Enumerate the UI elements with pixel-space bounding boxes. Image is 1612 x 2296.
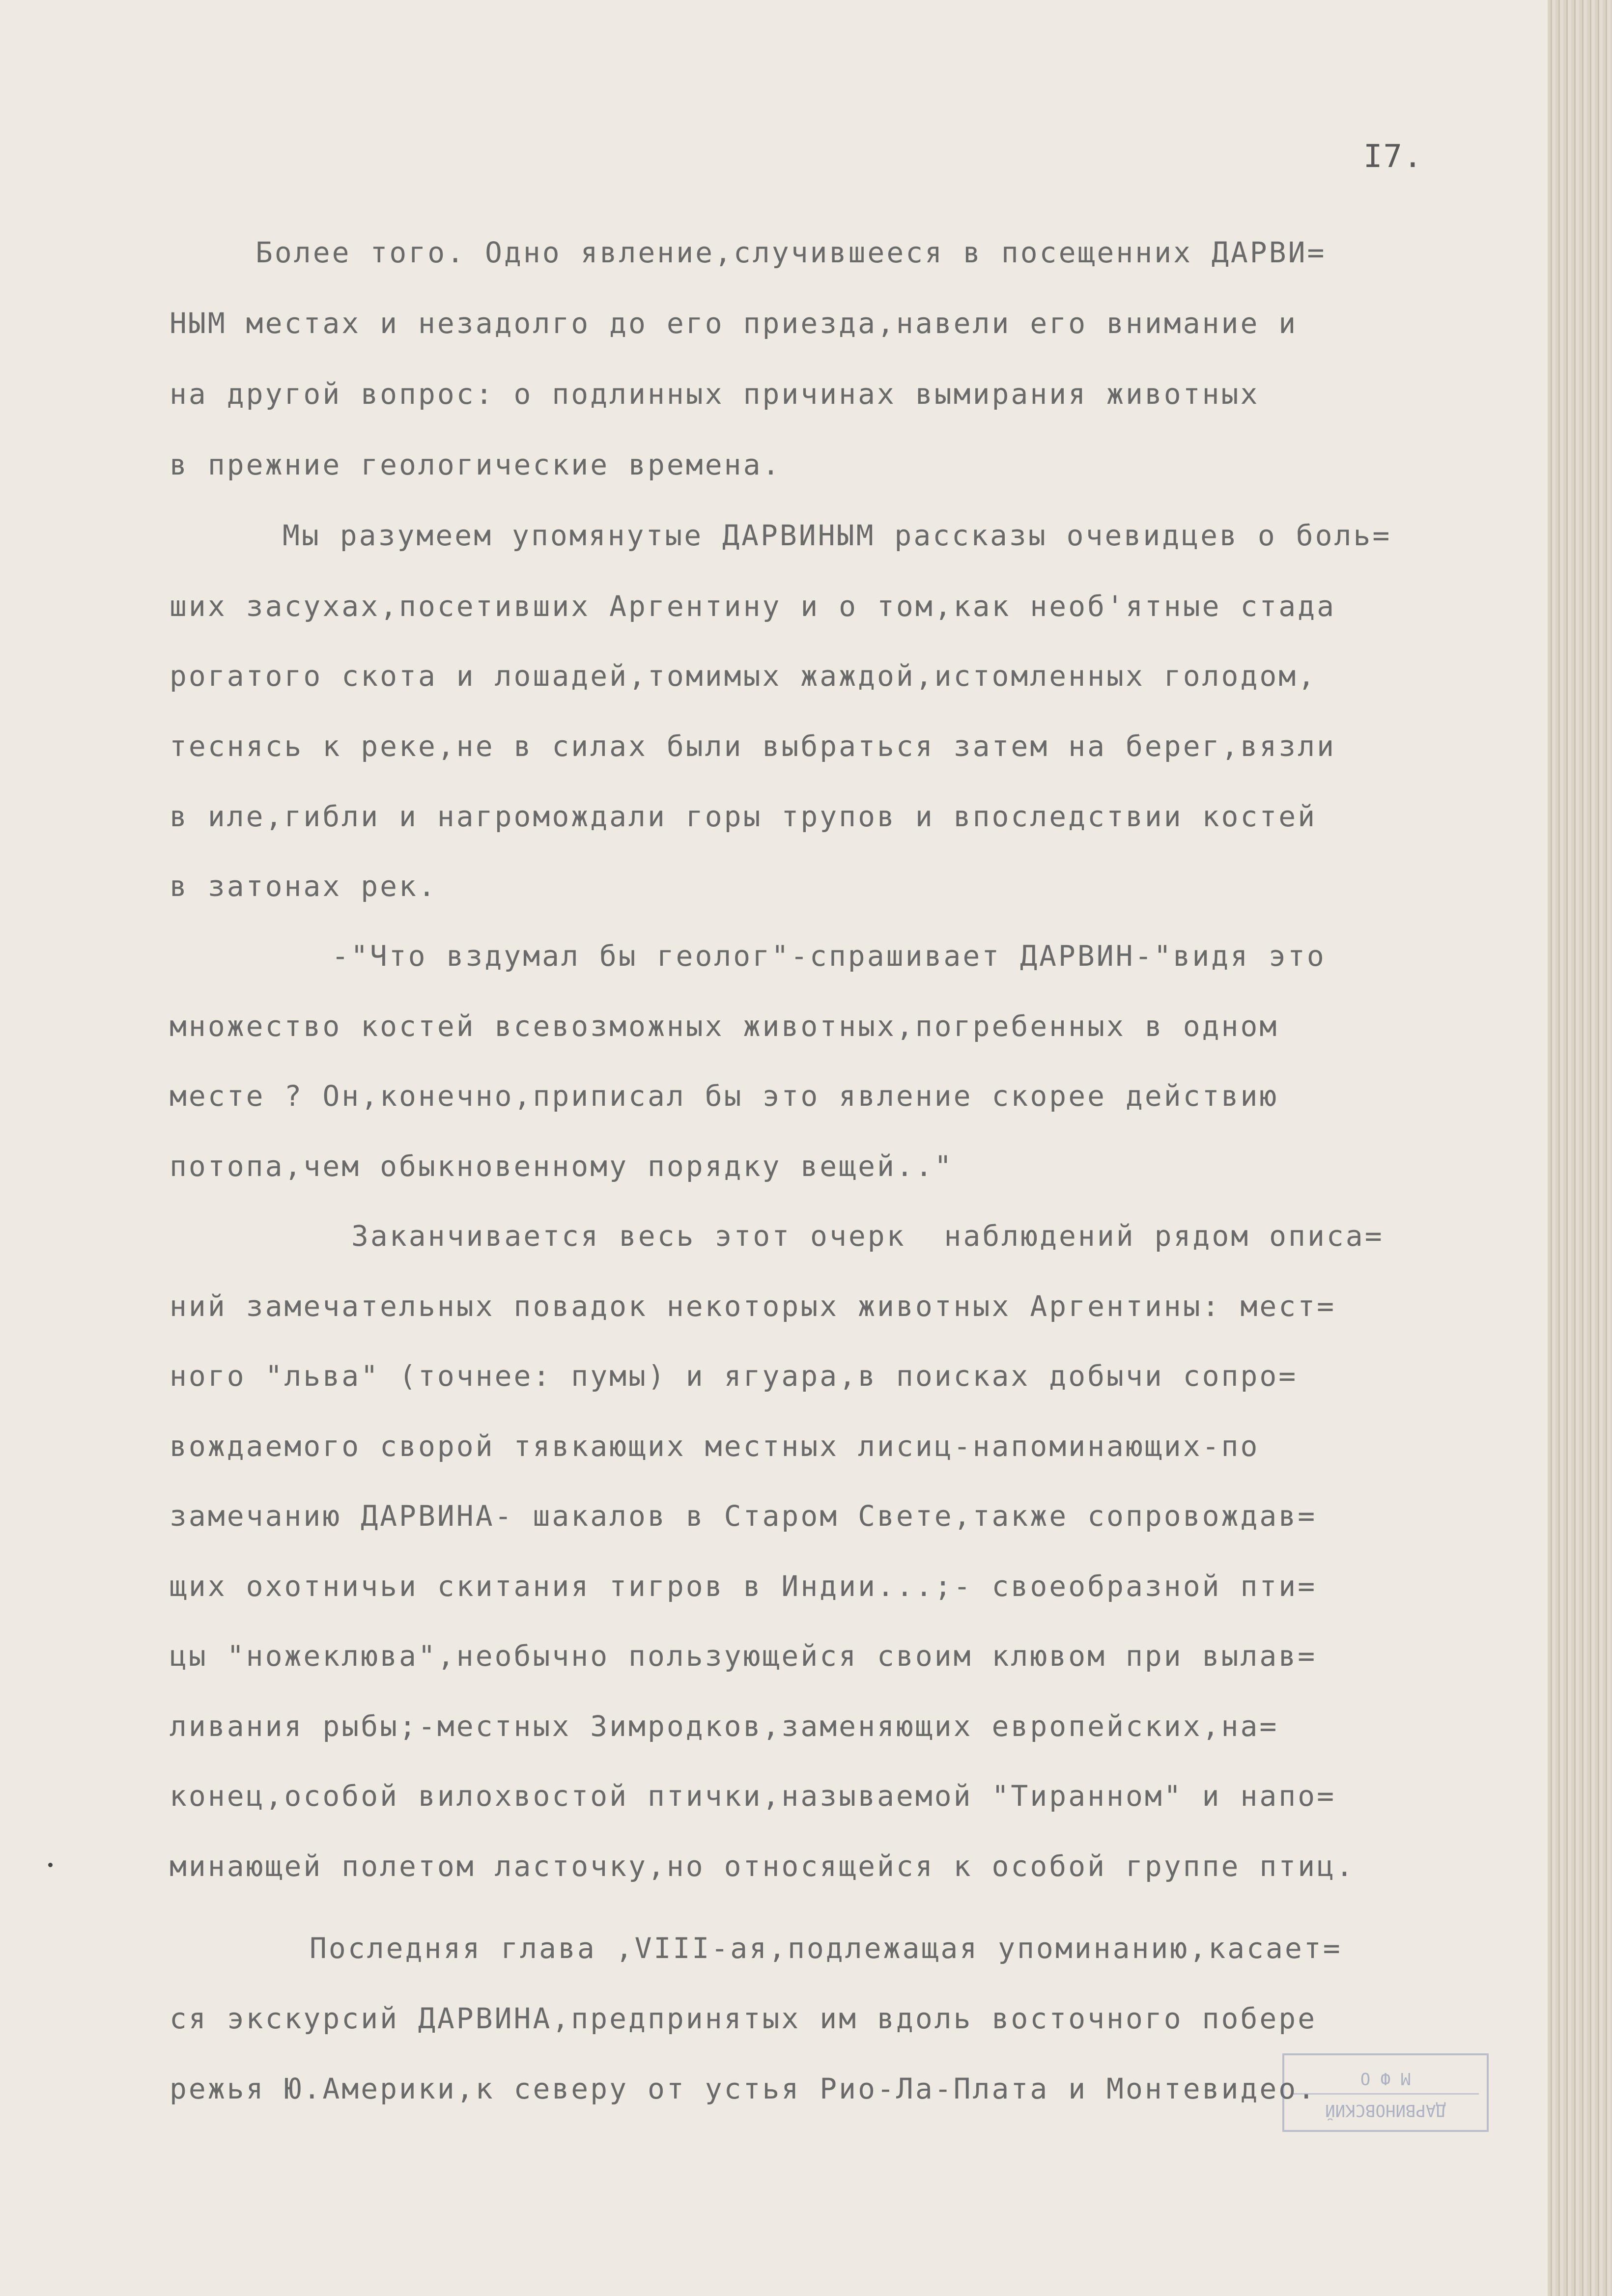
text-line: рогатого скота и лошадей,томимых жаждой,истомленных голодом, [170, 659, 1317, 693]
text-line: Мы разумеем упомянутые ДАРВИНЫМ рассказы очевидцев о боль= [283, 519, 1392, 552]
page-stack-edge [1548, 0, 1612, 2296]
text-line: Заканчивается весь этот очерк наблюдений рядом описа= [351, 1219, 1384, 1253]
text-line: множество костей всевозможных животных,погребенных в одном [170, 1009, 1279, 1043]
text-line: замечанию ДАРВИНА- шакалов в Старом Свете,также сопровождав= [170, 1499, 1317, 1533]
text-line: цы "ножеклюва",необычно пользующейся своим клювом при вылав= [170, 1639, 1317, 1673]
text-line: месте ? Он,конечно,приписал бы это явление скорее действию [170, 1079, 1279, 1113]
text-line: режья Ю.Америки,к северу от устья Рио-Ла-Плата и Монтевидео. [170, 2072, 1317, 2105]
text-line: ливания рыбы;-местных Зимродков,заменяющих европейских,на= [170, 1709, 1279, 1743]
text-line: Последняя глава ,VIII-ая,подлежащая упоминанию,касает= [310, 1932, 1342, 1965]
page-number: I7. [1363, 139, 1423, 175]
text-line: НЫМ местах и незадолго до его приезда,навели его внимание и [170, 307, 1298, 340]
text-line: конец,особой вилохвостой птички,называемой "Тиранном" и напо= [170, 1779, 1336, 1813]
text-line: в затонах рек. [170, 869, 437, 903]
text-line: Более того. Одно явление,случившееся в посещенних ДАРВИ= [255, 236, 1327, 269]
ink-dot [48, 1863, 53, 1867]
text-line: -"Что вздумал бы геолог"-спрашивает ДАРВИН-"видя это [332, 939, 1326, 973]
text-line: ного "льва" (точнее: пумы) и ягуара,в поисках добычи сопро= [170, 1359, 1298, 1393]
stamp-line: ДАРВИНОВСКИЙ [1325, 2100, 1446, 2120]
text-line: в прежние геологические времена. [170, 448, 782, 481]
text-line: ний замечательных повадок некоторых животных Аргентины: мест= [170, 1289, 1336, 1323]
text-line: теснясь к реке,не в силах были выбраться затем на берег,вязли [170, 729, 1336, 763]
text-line: потопа,чем обыкновенному порядку вещей.." [170, 1149, 954, 1183]
text-line: на другой вопрос: о подлинных причинах вымирания животных [170, 377, 1260, 411]
stamp-line: М Ф О [1292, 2069, 1479, 2095]
text-line: минающей полетом ласточку,но относящейся к особой группе птиц. [170, 1849, 1355, 1883]
text-line: вождаемого сворой тявкающих местных лисиц-напоминающих-по [170, 1429, 1260, 1463]
text-line: ся экскурсий ДАРВИНА,предпринятых им вдоль восточного побере [170, 2002, 1317, 2035]
text-line: ших засухах,посетивших Аргентину и о том,как необ'ятные стада [170, 589, 1336, 623]
text-line: в иле,гибли и нагромождали горы трупов и впоследствии костей [170, 800, 1317, 833]
archive-stamp [1282, 2053, 1489, 2132]
text-line: щих охотничьи скитания тигров в Индии...;- своеобразной пти= [170, 1569, 1317, 1603]
